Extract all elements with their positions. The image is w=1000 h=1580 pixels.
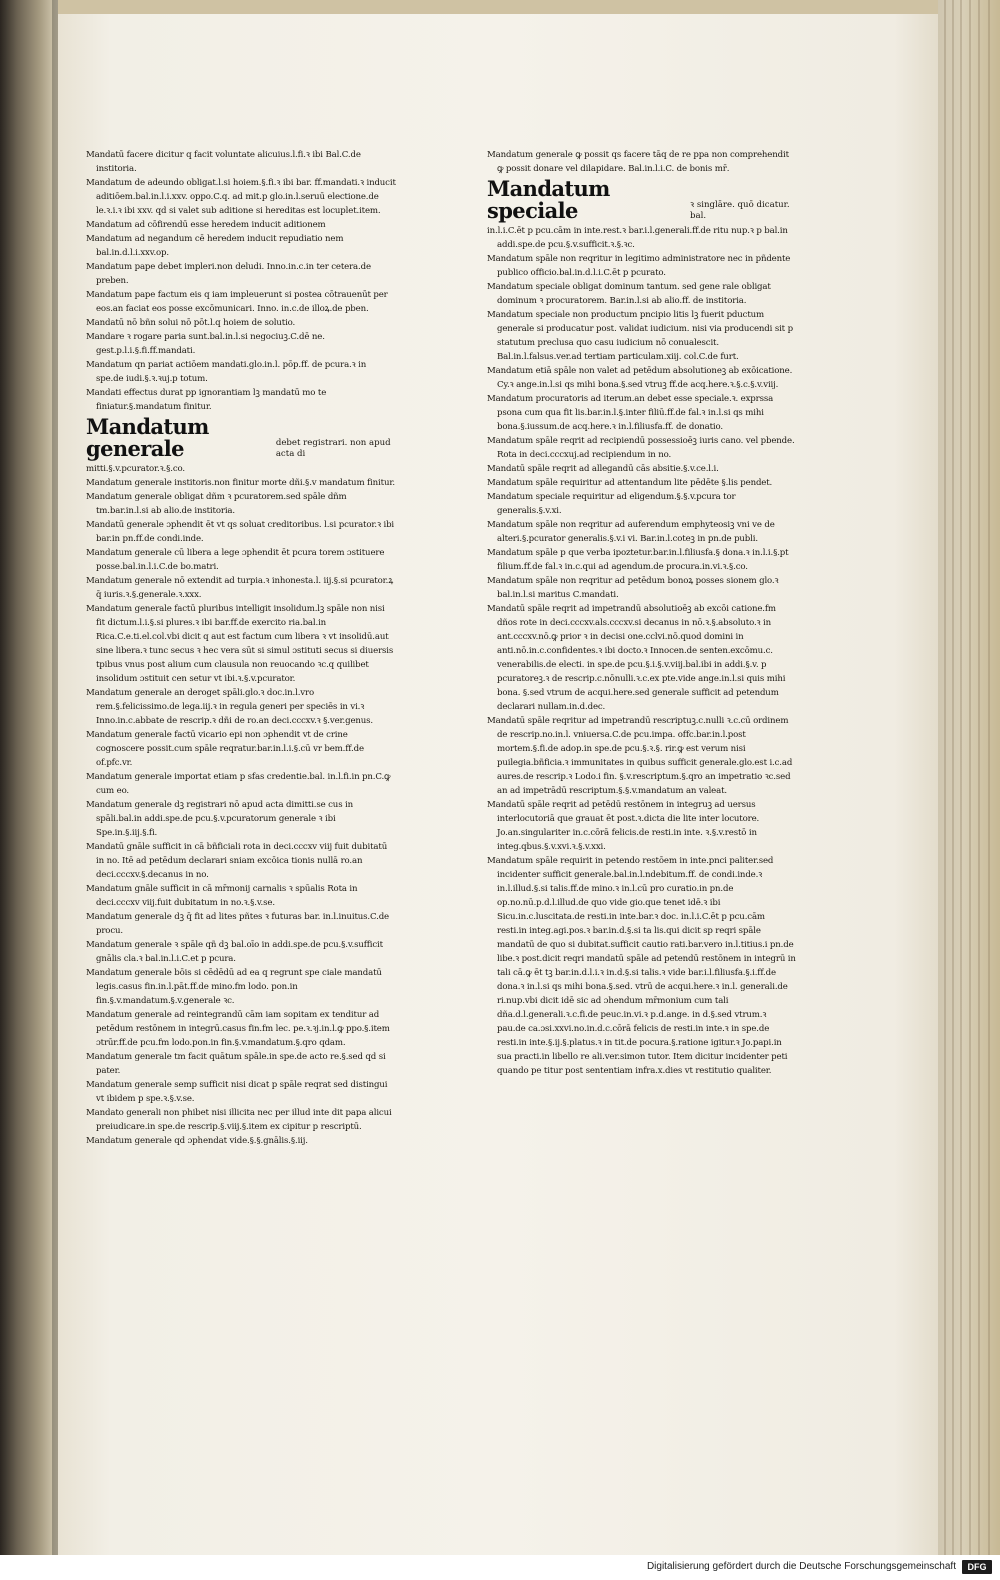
text-entry: Mandatū spāle reqritur ad impetrandū rescriptuꝫ.c.nulli ꝛ.c.cū ordinem de rescrip.no.in.l. vniuersa.C.de pcu.impa. offc.bar.in.l.post mortem.§.fi.de adop.in spe.de pcu.§.ꝛ.§. rir.ꝙ est verum nisi puilegia.bñficia.ꝛ immunitates in quibus sufficit generale.glo.est i.c.ad aures.de rescrip.ꝛ Lodo.i fin. §.v.rescriptum.§.qro an impetratio ꝛc.sed an ad impetrādū rescriptum.§.§.v.mandatum an valeat. bbox=[487, 716, 793, 796]
text-entry: Mandato generali non phibet nisi illicita nec per illud inte dit papa alicui preiudicare.in spe.de rescrip.§.viij.§.item ex cipitur p rescriptū. bbox=[86, 1108, 392, 1132]
left-entries-b bbox=[86, 462, 396, 1148]
text-entry: Mandatum spāle requirit in petendo restōem in inte.pnci paliter.sed incidenter sufficit generale.bal.in.l.ndebitum.ff. de condi.inde.ꝛ in.l.illud.§.si talis.ff.de mino.ꝛ in.l.cū pro curatio.in pn.de op.no.nū.p.d.l.illud.de quo vide gio.que tenet idē.ꝛ ibi Sicu.in.c.luscitata.de resti.in inte.bar.ꝛ doc. in.l.i.C.ēt p pcu.cām resti.in integ.agi.pos.ꝛ bar.in.d.§.si ta lis.qui dicit sp reqri spāle mandatū de quo si dubitat.sufficit cautio rati.bar.vero in.l.titius.i pn.de libe.ꝛ post.dicit reqri mandatū spāle ad petendū restōnem in integrū in tali cā.ꝙ ēt tꝫ bar.in.d.l.i.ꝛ in.d.§.si talis.ꝛ vide bar.i.l.filiusfa.§.i.ff.de dona.ꝛ in.l.si qs mihi bona.§.sed. vtrū de acqui.here.ꝛ in.l. generali.de ri.nup.vbi dicit idē sic ad ɔhendum mr̄monium cum tali dña.d.l.generali.ꝛ.c.fi.de peuc.in.vi.ꝛ p.d.ange. in d.§.sed vtrum.ꝛ pau.de ca.ɔsi.xxvi.no.in.d.c.cōrā felicis de resti.in inte.ꝛ in spe.de resti.in inte.§.ij.§.platus.ꝛ in tit.de pocura.§.ratione igitur.ꝛ Jo.papi.in sua practi.in libello re ali.ver.simon tutor. Item dicitur incidenter peti quando pe titur post sententiam infra.x.dies vt restitutio qualiter. bbox=[487, 856, 796, 1076]
right-entries-b bbox=[487, 224, 797, 1078]
text-entry: Mandatū spāle reqrit ad allegandū cās absitie.§.v.ce.l.i. bbox=[487, 464, 719, 474]
text-entry: Mandatum spāle non reqritur in legitimo administratore nec in pñdente publico officio.bal.in.d.l.i.C.ēt p pcurato. bbox=[487, 254, 791, 278]
text-entry: Mandatū facere dicitur q facit voluntate alicuius.l.fi.ꝛ ibi Bal.C.de institoria. bbox=[86, 150, 361, 174]
text-entry: Mandatum generale bōis si cēdēdū ad ea q regrunt spe ciale mandatū legis.casus fin.in.l.pāt.ff.de mino.fm lodo. pon.in fin.§.v.mandatum.§.v.generale ꝛc. bbox=[86, 968, 382, 1006]
text-entry: Mandatum generale ꝛ spāle qñ dꝫ bal.oīo in addi.spe.de pcu.§.v.sufficit gnālis cla.ꝛ bal.in.l.i.C.et p pcura. bbox=[86, 940, 383, 964]
text-entry: Mandatū spāle reqrit ad petēdū restōnem in integruꝫ ad uersus interlocutoriā que grauat ēt post.ꝛ.dicta die lite inter locutore. Jo.an.singulariter in.c.cōrā felicis.de resti.in inte. ꝛ.§.v.restō in integ.qbus.§.v.xvi.ꝛ.§.v.xxi. bbox=[487, 800, 760, 852]
text-entry: mitti.§.v.pcurator.ꝛ.§.co. bbox=[86, 464, 185, 474]
text-entry: Mandatum speciale requiritur ad eligendum.§.§.v.pcura tor generalis.§.v.xi. bbox=[487, 492, 736, 516]
text-entry: Mandatum ad negandum cē heredem inducit repudiatio nem bal.in.d.l.i.xxv.op. bbox=[86, 234, 344, 258]
facing-page-edge bbox=[0, 0, 58, 1555]
text-entry: Mandatum generale an deroget spāli.glo.ꝛ doc.in.l.vro rem.§.felicissimo.de lega.iij.ꝛ in regula generi per speciēs in vi.ꝛ Inno.in.c.abbate de rescrip.ꝛ dñi de ro.an deci.cccxv.ꝛ §.ver.genus. bbox=[86, 688, 374, 726]
text-entry: Mandatum spāle non reqritur ad auferendum emphyteosiꝫ vni ve de alteri.§.pcurator generalis.§.v.i vi. Bar.in.l.coteꝫ in pn.de publi. bbox=[487, 520, 775, 544]
left-entries-a bbox=[86, 148, 396, 414]
footer-bar bbox=[0, 1555, 1000, 1580]
left-text-column bbox=[86, 148, 396, 1148]
text-entry: Mandatum pape factum eis q iam impleuerunt si postea cōtrauenūt per eos.an faciat eos posse excōmunicari. Inno. in.c.de illoꝝ.de pben. bbox=[86, 290, 388, 314]
text-entry: Mandatum speciale obligat dominum tantum. sed gene rale obligat dominum ꝛ procuratorem. Bar.in.l.si ab alio.ff. de institoria. bbox=[487, 282, 771, 306]
left-section-heading bbox=[86, 416, 396, 460]
heading-mandatum-speciale: Mandatum speciale bbox=[487, 176, 610, 223]
text-entry: Mandatum pape debet impleri.non deludi. Inno.in.c.in ter cetera.de preben. bbox=[86, 262, 371, 286]
text-entry: Mandatum generale semp sufficit nisi dicat p spāle reqrat sed distingui vt ibidem p spe.ꝛ.§.v.se. bbox=[86, 1080, 388, 1104]
text-entry: Mandatum generale dꝫ q̄ fit ad lites pñtes ꝛ futuras bar. in.l.inuitus.C.de procu. bbox=[86, 912, 389, 936]
text-entry: Mandatum spāle p que verba ipoztetur.bar.in.l.filiusfa.§ dona.ꝛ in.l.i.§.pt filium.ff.de fal.ꝛ in.c.qui ad agendum.de procura.in.vi.ꝛ.§.co. bbox=[487, 548, 789, 572]
text-entry: Mandatum etiā spāle non valet ad petēdum absolutioneꝫ ab exōicatione. Cy.ꝛ ange.in.l.si qs mihi bona.§.sed vtruꝫ ff.de acq.here.ꝛ.§.c.§.v.viij. bbox=[487, 366, 793, 390]
text-entry: Mandatum spāle requiritur ad attentandum lite pēdēte §.lis pendet. bbox=[487, 478, 773, 488]
text-entry: Mandatum generale factū vicario epi non ɔphendit vt de crine cognoscere possit.cum spāle reqratur.bar.in.l.i.§.cū vr bem.ff.de of.pfc.vr. bbox=[86, 730, 364, 768]
text-entry: Mandatum gnāle sufficit in cā mr̄monij carnalis ꝛ spūalis Rota in deci.cccxv viij.fuit dubitatum in no.ꝛ.§.v.se. bbox=[86, 884, 358, 908]
text-entry: Mandatum generale factū pluribus intelligit insolidum.lꝫ spāle non nisi fit dictum.l.i.§.si plures.ꝛ ibi bar.ff.de exercito ria.bal.in Rica.C.e.ti.el.col.vbi dicit q aut est factum cum libera ꝛ vt insolidū.aut sine libera.ꝛ tunc secus ꝛ hec vera sūt si simul ɔstituti secus si diuersis tpibus vnus post alium cum clausula non reuocando ꝛc.q quilibet insolidum ɔstituit cen setur vt ibi.ꝛ.§.v.pcurator. bbox=[86, 604, 394, 684]
right-section-heading bbox=[487, 178, 797, 222]
page-stack-edge bbox=[938, 0, 1000, 1555]
text-entry: Mandatū nō bñn solui nō pōt.l.q hoiem de solutio. bbox=[86, 318, 296, 328]
gutter-show-through bbox=[6, 120, 30, 1420]
text-entry: Mandatum generale nō extendit ad turpia.ꝛ inhonesta.l. iij.§.si pcurator.ꝝ q̄ iuris.ꝛ.§.generale.ꝛ.xxx. bbox=[86, 576, 394, 600]
right-entries-a bbox=[487, 148, 797, 176]
text-entry: Mandatum generale ꝙ possit qs facere tāq de re ppa non comprehendit ꝙ possit donare vel dilapidare. Bal.in.l.i.C. de bonis mr̄. bbox=[487, 150, 789, 174]
text-entry: Mandatum generale obligat dñm ꝛ pcuratorem.sed spāle dñm tm.bar.in.l.si ab alio.de institoria. bbox=[86, 492, 347, 516]
heading-mandatum-generale: Mandatum generale bbox=[86, 414, 209, 461]
text-entry: Mandatum spāle reqrit ad recipiendū possessioēꝫ iuris cano. vel pbende. Rota in deci.cccxuj.ad recipiendum in no. bbox=[487, 436, 795, 460]
text-entry: Mandatum ad cōfirendū esse heredem inducit aditionem bbox=[86, 220, 326, 230]
text-entry: Mandatum de adeundo obligat.l.si hoiem.§.fi.ꝛ ibi bar. ff.mandati.ꝛ inducit aditiōem.bal.in.l.i.xxv. oppo.C.q. ad mit.p glo.in.l.seruū electione.de le.ꝛ.i.ꝛ ibi xxv. qd si valet sub aditione si hereditas est locuplet.item. bbox=[86, 178, 396, 216]
text-entry: Mandatum generale cū libera a lege ɔphendit ēt pcura torem ɔstituere posse.bal.in.l.i.C.de bo.matri. bbox=[86, 548, 385, 572]
text-entry: Mandatum generale institoris.non finitur morte dñi.§.v mandatum finitur. bbox=[86, 478, 395, 488]
text-entry: Mandare ꝛ rogare paria sunt.bal.in.l.si negociuꝫ.C.dē ne. gest.p.l.i.§.fi.ff.mandati. bbox=[86, 332, 325, 356]
text-entry: Mandatum generale ad reintegrandū cām iam sopitam ex tenditur ad petēdum restōnem in integrū.casus fin.fm lec. pe.ꝛ.ꝛj.in.l.ꝙ ppo.§.item ɔtrūr.ff.de pcu.fm lodo.pon.in fin.§.v.mandatum.§.qro qdam. bbox=[86, 1010, 390, 1048]
text-entry: Mandatum generale importat etiam p sfas credentie.bal. in.l.fi.in pn.C.ꝙ cum eo. bbox=[86, 772, 391, 796]
text-entry: Mandatum qn pariat actiōem mandati.glo.in.l. pōp.ff. de pcura.ꝛ in spe.de iudi.§.ꝛ.ꝛuj.p totum. bbox=[86, 360, 367, 384]
funding-credit: Digitalisierung gefördert durch die Deutsche Forschungsgemeinschaft bbox=[646, 1561, 956, 1572]
heading-tail-text: debet registrari. non apud acta di bbox=[275, 438, 391, 459]
text-entry: in.l.i.C.ēt p pcu.cām in inte.rest.ꝛ bar.i.l.generali.ff.de ritu nup.ꝛ p bal.in addi.spe.de pcu.§.v.sufficit.ꝛ.§.ꝛc. bbox=[487, 226, 788, 250]
text-entry: Mandatū gnāle sufficit in cā bñficiali rota in deci.cccxv viij fuit dubitatū in no. Itē ad petēdum declarari sniam excōica tionis nullā ro.an deci.cccxv.§.decanus in no. bbox=[86, 842, 388, 880]
text-entry: Mandatum generale dꝫ registrari nō apud acta dimitti.se cus in spāli.bal.in addi.spe.de pcu.§.v.pcuratorum generale ꝛ ibi Spe.in.§.iij.§.fi. bbox=[86, 800, 354, 838]
text-entry: Mandatum spāle non reqritur ad petēdum bonoꝝ posses sionem glo.ꝛ bal.in.l.si maritus C.mandati. bbox=[487, 576, 779, 600]
text-entry: Mandatū generale ɔphendit ēt vt qs soluat creditoribus. l.si pcurator.ꝛ ibi bar.in pn.ff.de condi.inde. bbox=[86, 520, 395, 544]
text-entry: Mandatū spāle reqrit ad impetrandū absolutioēꝫ ab excōi catione.fm dños rote in deci.cccxv.als.cccxv.si decanus in nō.ꝛ.§.absoluto.ꝛ in ant.cccxv.nō.ꝙ prior ꝛ in decisi one.cclvi.nō.quod domini in anti.nō.in.c.confidentes.ꝛ ibi docto.ꝛ Innocen.de senten.excōmu.c. venerabilis.de electi. in spe.de pcu.§.i.§.v.viij.bal.ibi in addi.§.v. p pcuratoreꝫ.ꝛ de rescrip.c.nōnulli.ꝛ.c.ex pte.vide ange.in.l.si quis mihi bona. §.sed vtrum de acqui.here.sed generale sufficit ad petendum declarari nullam.in.d.dec. bbox=[487, 604, 786, 712]
text-entry: Mandatum speciale non productum pncipio litis lꝫ fuerit pductum generale si producatur post. validat iudicium. nisi via producendi sit p statutum preclusa quo casu iudicium nō conualescit. Bal.in.l.falsus.ver.ad tertiam particulam.xiij. col.C.de furt. bbox=[487, 310, 793, 362]
heading-tail-text: ꝛ singlāre. quō dicatur. bal. bbox=[690, 200, 790, 221]
text-entry: Mandatum procuratoris ad iterum.an debet esse speciale.ꝛ. exprssa psona cum qua fit lis.bar.in.l.§.inter filiū.ff.de fal.ꝛ in.l.si qs mihi bona.§.iussum.de acq.here.ꝛ in.l.filiusfa.ff. de donatio. bbox=[487, 394, 774, 432]
text-entry: Mandati effectus durat pp ignorantiam lꝫ mandatū mo te finiatur.§.mandatum finitur. bbox=[86, 388, 327, 412]
right-text-column bbox=[487, 148, 797, 1078]
text-entry: Mandatum generale tm facit quātum spāle.in spe.de acto re.§.sed qd si pater. bbox=[86, 1052, 386, 1076]
dfg-logo: DFG bbox=[962, 1560, 992, 1574]
text-entry: Mandatum generale qd ɔphendat vide.§.§.gnālis.§.iij. bbox=[86, 1136, 308, 1146]
